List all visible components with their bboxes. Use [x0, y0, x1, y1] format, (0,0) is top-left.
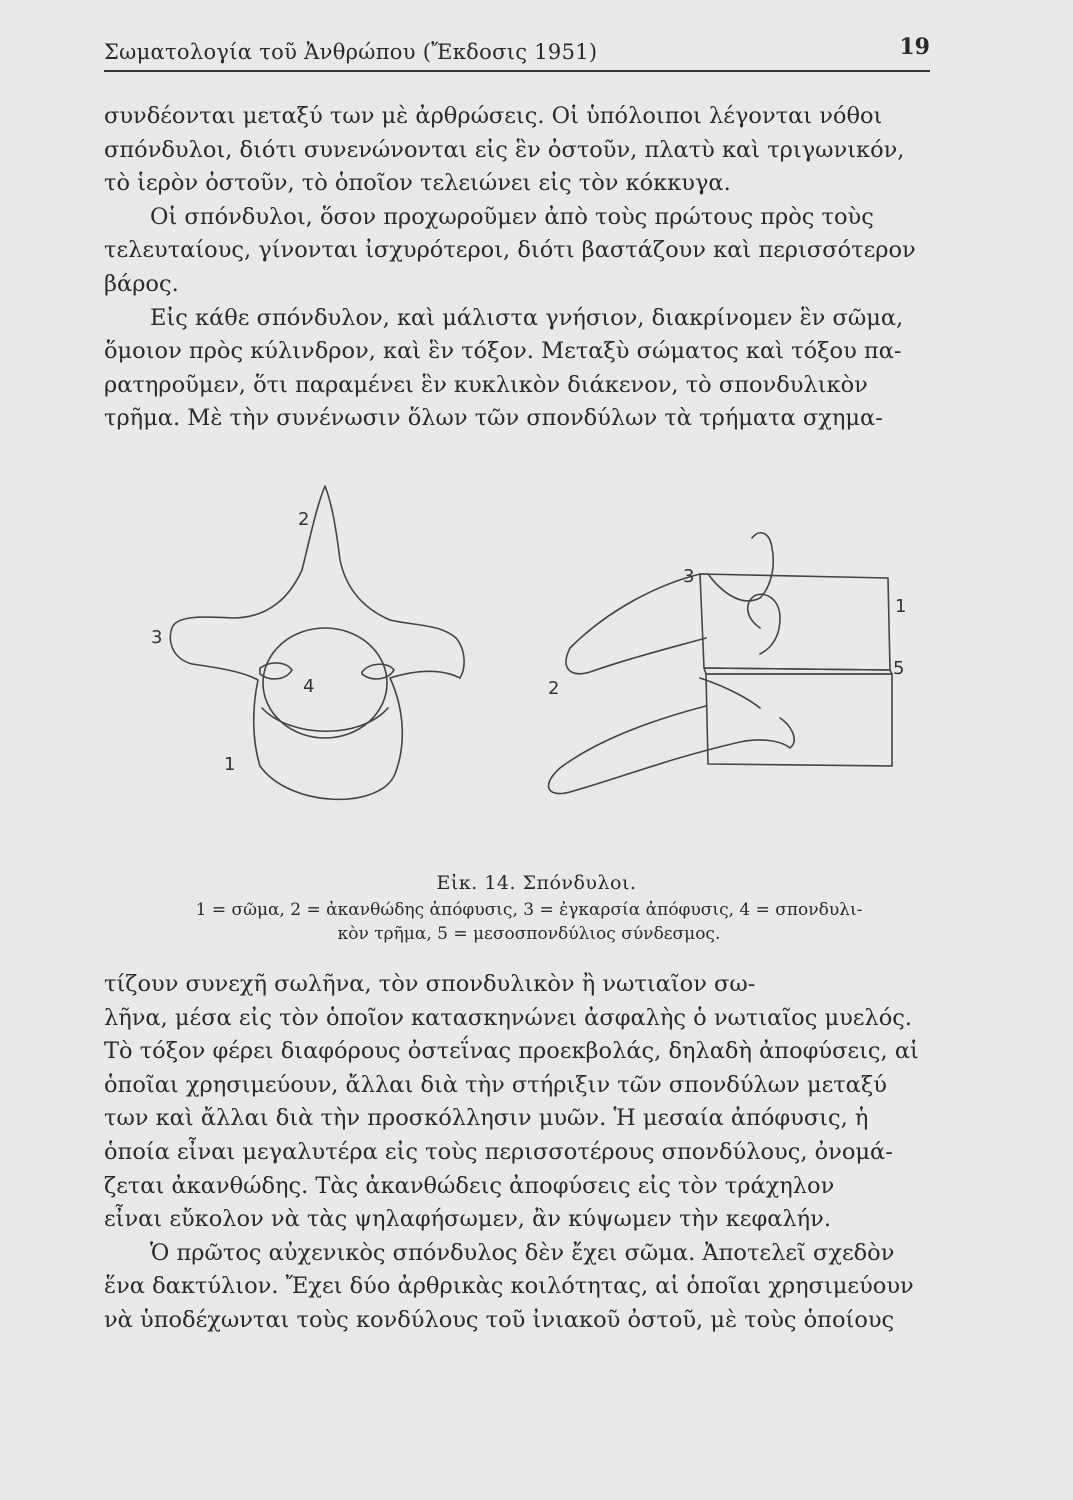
right-label-2: 2: [548, 678, 560, 699]
text-line: σπόνδυλοι, διότι συνενώνονται εἰς ἓν ὀστοῦν, πλατὺ καὶ τριγωνικόν,: [104, 136, 905, 163]
right-articular-facet: [362, 664, 394, 679]
text-line: ρατηροῦμεν, ὅτι παραμένει ἓν κυκλικὸν διάκενον, τὸ σπονδυλικὸν: [104, 371, 868, 398]
page-header: [104, 34, 930, 72]
running-title: Σωματολογία τοῦ Ἀνθρώπου (Ἔκδοσις 1951): [104, 40, 598, 64]
text-line: ὅμοιον πρὸς κύλινδρον, καὶ ἓν τόξον. Μεταξὺ σώματος καὶ τόξου πα-: [104, 338, 902, 365]
text-line: Εἰς κάθε σπόνδυλον, καὶ μάλιστα γνήσιον, διακρίνομεν ἓν σῶμα,: [150, 304, 904, 331]
right-vertebra-lower-body: [706, 674, 892, 766]
text-line: τρῆμα. Μὲ τὴν συνένωσιν ὅλων τῶν σπονδύλων τὰ τρήματα σχημα-: [104, 405, 883, 432]
lower-transverse-process: [549, 706, 795, 794]
text-line: Τὸ τόξον φέρει διαφόρους ὀστεΐνας προεκβολάς, δηλαδὴ ἀποφύσεις, αἱ: [104, 1038, 919, 1065]
vertebral-body-arc: [262, 708, 388, 731]
text-line: ὁποία εἶναι μεγαλυτέρα εἰς τοὺς περισσοτέρους σπονδύλους, ὀνομά-: [104, 1138, 893, 1165]
text-line: βάρος.: [104, 270, 179, 297]
page-number: 19: [899, 34, 930, 60]
figure-caption-legend: [114, 898, 944, 946]
paragraph-1: [104, 100, 936, 201]
text-line: συνδέονται μεταξύ των μὲ ἀρθρώσεις. Οἱ ὑπόλοιποι λέγονται νόθοι: [104, 103, 883, 129]
text-line: τελευταίους, γίνονται ἰσχυρότεροι, διότι βαστάζουν καὶ περισσότερον: [104, 237, 916, 264]
text-line: ἕνα δακτύλιον. Ἔχει δύο ἀρθρικὰς κοιλότητας, αἱ ὁποῖαι χρησιμεύουν: [104, 1273, 914, 1300]
left-label-3: 3: [151, 627, 163, 648]
intervertebral-disc: [704, 668, 892, 674]
text-line: ζεται ἀκανθώδης. Τὰς ἀκανθώδεις ἀποφύσεις εἰς τὸν τράχηλον: [104, 1172, 835, 1199]
text-line: Οἱ σπόνδυλοι, ὅσον προχωροῦμεν ἀπὸ τοὺς πρώτους πρὸς τοὺς: [150, 203, 874, 230]
right-label-3: 3: [683, 566, 695, 587]
inner-arch-line: [700, 678, 760, 708]
right-label-5: 5: [893, 658, 905, 679]
paragraph-5: [104, 1237, 936, 1338]
vertebrae-drawing: [140, 478, 940, 873]
text-line: τίζουν συνεχῆ σωλῆνα, τὸν σπονδυλικὸν ἢ νωτιαῖον σω-: [104, 971, 756, 997]
text-line: των καὶ ἄλλαι διὰ τὴν προσκόλλησιν μυῶν. Ἡ μεσαία ἀπόφυσις, ἡ: [104, 1105, 869, 1132]
figure-caption-title: Εἰκ. 14. Σπόνδυλοι.: [436, 872, 637, 894]
left-label-2: 2: [298, 509, 310, 530]
text-line: εἶναι εὔκολον νὰ τὰς ψηλαφήσωμεν, ἂν κύψωμεν τὴν κεφαλήν.: [104, 1206, 831, 1233]
left-vertebra-outline: [170, 486, 464, 799]
paragraph-2: [104, 201, 936, 302]
body-text-top: [104, 100, 936, 436]
paragraph-3: [104, 302, 936, 436]
right-vertebra-upper-body: [700, 574, 890, 670]
text-line: τὸ ἱερὸν ὀστοῦν, τὸ ὁποῖον τελειώνει εἰς τὸν κόκκυγα.: [104, 170, 731, 197]
text-line: Ὁ πρῶτος αὐχενικὸς σπόνδυλος δὲν ἔχει σῶμα. Ἀποτελεῖ σχεδὸν: [150, 1239, 895, 1266]
text-line: ὁποῖαι χρησιμεύουν, ἄλλαι διὰ τὴν στήριξιν τῶν σπονδύλων μεταξύ: [104, 1071, 887, 1098]
caption-line: 1 = σῶμα, 2 = ἀκανθώδης ἀπόφυσις, 3 = ἐγκαρσία ἀπόφυσις, 4 = σπονδυλι-: [195, 900, 863, 920]
left-label-4: 4: [303, 676, 315, 697]
body-text-bottom: [104, 968, 936, 1338]
upper-articular-process: [700, 533, 773, 601]
paragraph-4: [104, 968, 936, 1237]
upper-transverse-process: [566, 574, 706, 674]
right-label-1: 1: [895, 596, 907, 617]
left-label-1: 1: [224, 754, 236, 775]
caption-line: κὸν τρῆμα, 5 = μεσοσπονδύλιος σύνδεσμος.: [337, 924, 721, 944]
lower-articular-process: [748, 594, 780, 654]
text-line: νὰ ὑποδέχωνται τοὺς κονδύλους τοῦ ἰνιακοῦ ὀστοῦ, μὲ τοὺς ὁποίους: [104, 1306, 895, 1333]
vertebrae-figure: [140, 478, 940, 873]
text-line: λῆνα, μέσα εἰς τὸν ὁποῖον κατασκηνώνει ἀσφαλὴς ὁ νωτιαῖος μυελός.: [104, 1004, 912, 1031]
